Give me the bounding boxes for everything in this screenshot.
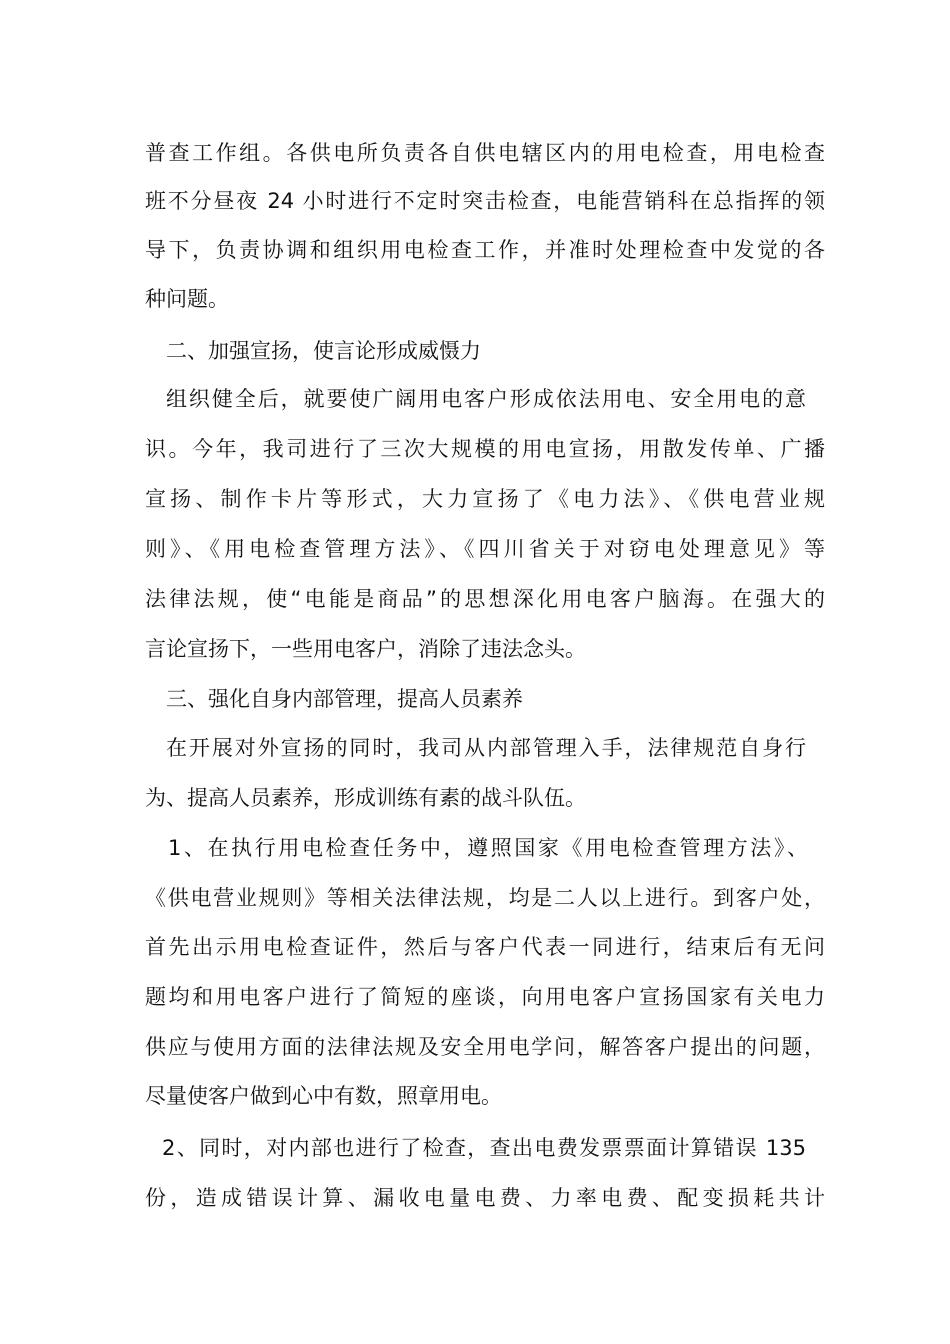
paragraph-line-4: 种问题。 [145,287,229,311]
paragraph-line-6: 组织健全后，就要使广阔用电客户形成依法用电、安全用电的意 [166,387,806,411]
paragraph-line-3: 导下，负责协调和组织用电检查工作，并准时处理检查中发觉的各 [145,238,825,262]
paragraph-line-2: 班不分昼夜 24 小时进行不定时突击检查，电能营销科在总指挥的领 [145,189,825,213]
paragraph-line-13: 在开展对外宣扬的同时，我司从内部管理入手，法律规范自身行 [166,736,806,760]
paragraph-line-14: 为、提高人员素养，形成训练有素的战斗队伍。 [145,786,586,810]
paragraph-line-10: 法律法规，使“电能是商品”的思想深化用电客户脑海。在强大的 [145,587,825,611]
section-heading-3: 三、强化自身内部管理，提高人员素养 [166,687,523,711]
paragraph-line-11: 言论宣扬下，一些用电客户，消除了违法念头。 [145,637,586,661]
numbered-item-2-line-1: 2、同时，对内部也进行了检查，查出电费发票票面计算错误 135 [162,1136,806,1160]
numbered-item-1-line-3: 首先出示用电检查证件，然后与客户代表一同进行，结束后有无问 [145,935,825,959]
paragraph-line-1: 普查工作组。各供电所负责各自供电辖区内的用电检查，用电检查 [145,141,825,165]
numbered-item-1-line-5: 供应与使用方面的法律法规及安全用电学问，解答客户提出的问题， [145,1035,825,1059]
section-heading-2: 二、加强宣扬，使言论形成威慑力 [166,339,481,363]
numbered-item-1-line-2: 《供电营业规则》等相关法律法规，均是二人以上进行。到客户处， [145,886,825,910]
paragraph-line-9: 则》、《用电检查管理方法》、《四川省关于对窃电处理意见》等 [145,537,825,561]
numbered-item-1-line-1: 1、在执行用电检查任务中，遵照国家《用电检查管理方法》、 [168,836,808,860]
paragraph-line-8: 宣扬、制作卡片等形式，大力宣扬了《电力法》、《供电营业规 [145,487,825,511]
paragraph-line-7: 识。今年，我司进行了三次大规模的用电宣扬，用散发传单、广播 [145,437,825,461]
numbered-item-2-line-2: 份，造成错误计算、漏收电量电费、力率电费、配变损耗共计 [145,1186,825,1210]
numbered-item-1-line-4: 题均和用电客户进行了简短的座谈，向用电客户宣扬国家有关电力 [145,985,825,1009]
numbered-item-1-line-6: 尽量使客户做到心中有数，照章用电。 [145,1084,502,1108]
